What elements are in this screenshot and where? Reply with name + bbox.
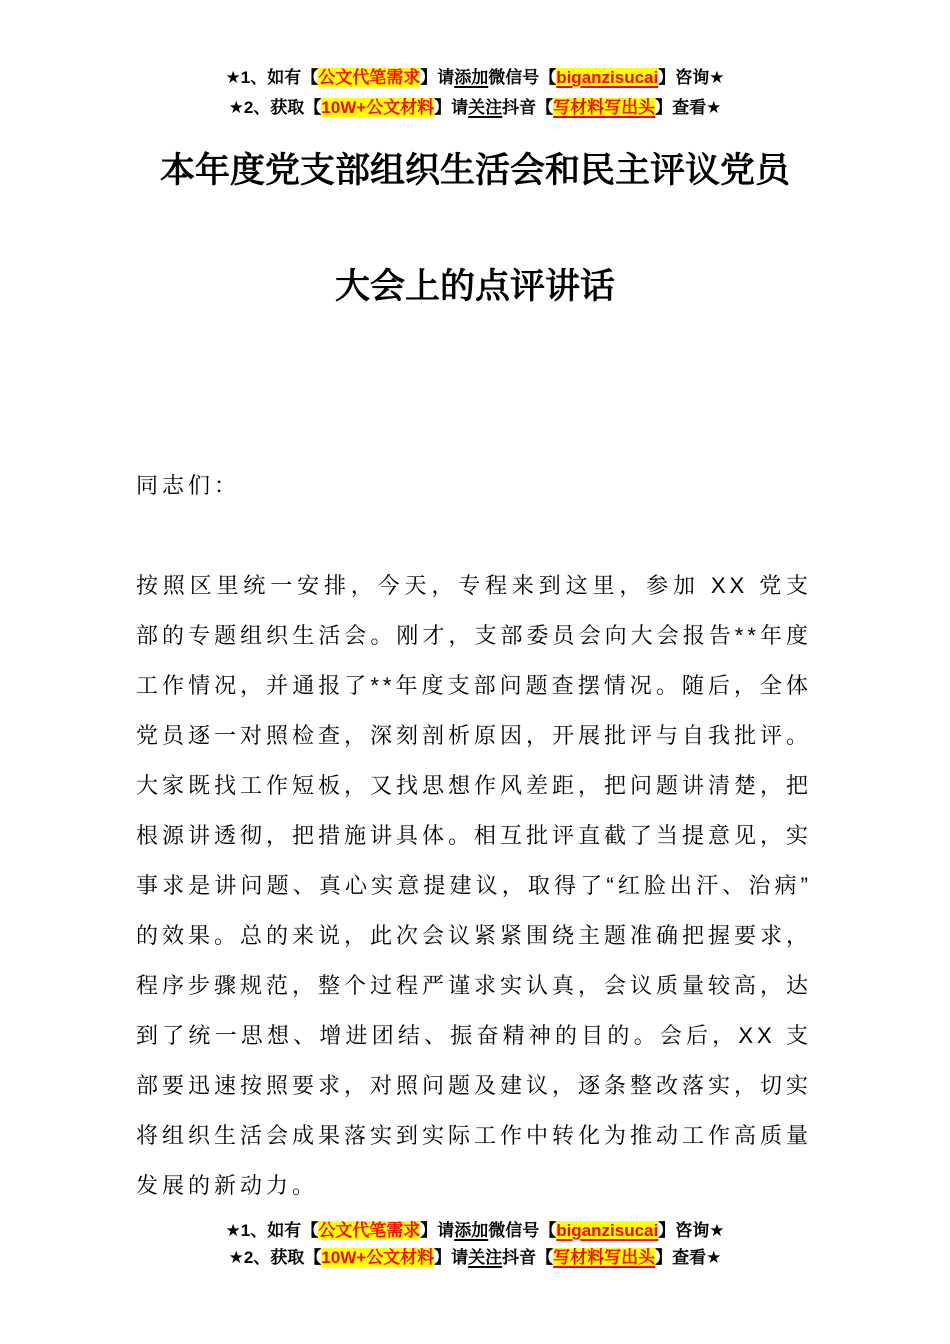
promo1-service-highlight: 公文代笔需求 [318,1221,421,1240]
promo1-wechat-label: 微信号【 [488,1221,557,1240]
document-title-line-2: 大会上的点评讲话 [334,267,615,306]
document-body [0,461,950,1211]
document-title-line-1: 本年度党支部组织生活会和民主评议党员 [159,151,790,190]
promo1-wechat-label: 微信号【 [488,68,557,87]
promo2-douyin-id-highlight: 写材料写出头 [553,98,656,117]
promo2-suffix: 】查看★ [655,98,722,117]
promo2-bracket-close: 】请 [434,98,469,117]
promo2-material-highlight: 10W+公文材料 [321,1248,435,1267]
promo-header [0,0,950,123]
promo1-suffix: 】咨询★ [658,1221,725,1240]
promo-footer-line-1 [0,1217,950,1244]
document-title [0,149,950,309]
promo1-bracket-close: 】请 [420,1221,455,1240]
promo1-suffix: 】咨询★ [658,68,725,87]
promo-footer-line-2 [0,1244,950,1271]
promo-header-line-2 [0,93,950,123]
promo1-add-action: 添加 [454,1221,489,1240]
promo2-follow-action: 关注 [468,98,503,117]
body-paragraph: 按照区里统一安排，今天，专程来到这里，参加 XX 党支部的专题组织生活会。刚才，支部委员会向大会报告**年度工作情况，并通报了**年度支部问题查摆情况。随后，全体党员逐一对照检查，深刻剖析原因，开展批评与自我批评。大家既找工作短板，又找思想作风差距，把问题讲清楚，把根源讲透彻，把措施讲具体。相互批评直截了当提意见，实事求是讲问题、真心实意提建议，取得了“红脸出汗、治病”的效果。总的来说，此次会议紧紧围绕主题准确把握要求，程序步骤规范，整个过程严谨求实认真，会议质量较高，达到了统一思想、增进团结、振奋精神的目的。会后，XX 支部要迅速按照要求，对照问题及建议，逐条整改落实，切实将组织生活会成果落实到实际工作中转化为推动工作高质量发展的新动力。 [136,573,813,1198]
promo2-material-highlight: 10W+公文材料 [321,98,435,117]
promo1-add-action: 添加 [454,68,489,87]
promo2-follow-action: 关注 [468,1248,503,1267]
promo2-bracket-close: 】请 [434,1248,469,1267]
salutation: 同志们： [136,473,241,498]
promo2-prefix: ★2、获取【 [228,98,322,117]
promo2-douyin-label: 抖音【 [502,1248,554,1267]
promo1-prefix: ★1、如有【 [225,1221,319,1240]
promo-header-line-1 [0,63,950,93]
promo1-wechat-id-highlight: biganzisucai [556,68,659,87]
promo1-bracket-close: 】请 [420,68,455,87]
promo2-suffix: 】查看★ [655,1248,722,1267]
promo1-wechat-id-highlight: biganzisucai [556,1221,659,1240]
promo1-prefix: ★1、如有【 [225,68,319,87]
promo2-prefix: ★2、获取【 [228,1248,322,1267]
promo1-service-highlight: 公文代笔需求 [318,68,421,87]
promo2-douyin-id-highlight: 写材料写出头 [553,1248,656,1267]
promo-footer [0,1217,950,1271]
promo2-douyin-label: 抖音【 [502,98,554,117]
